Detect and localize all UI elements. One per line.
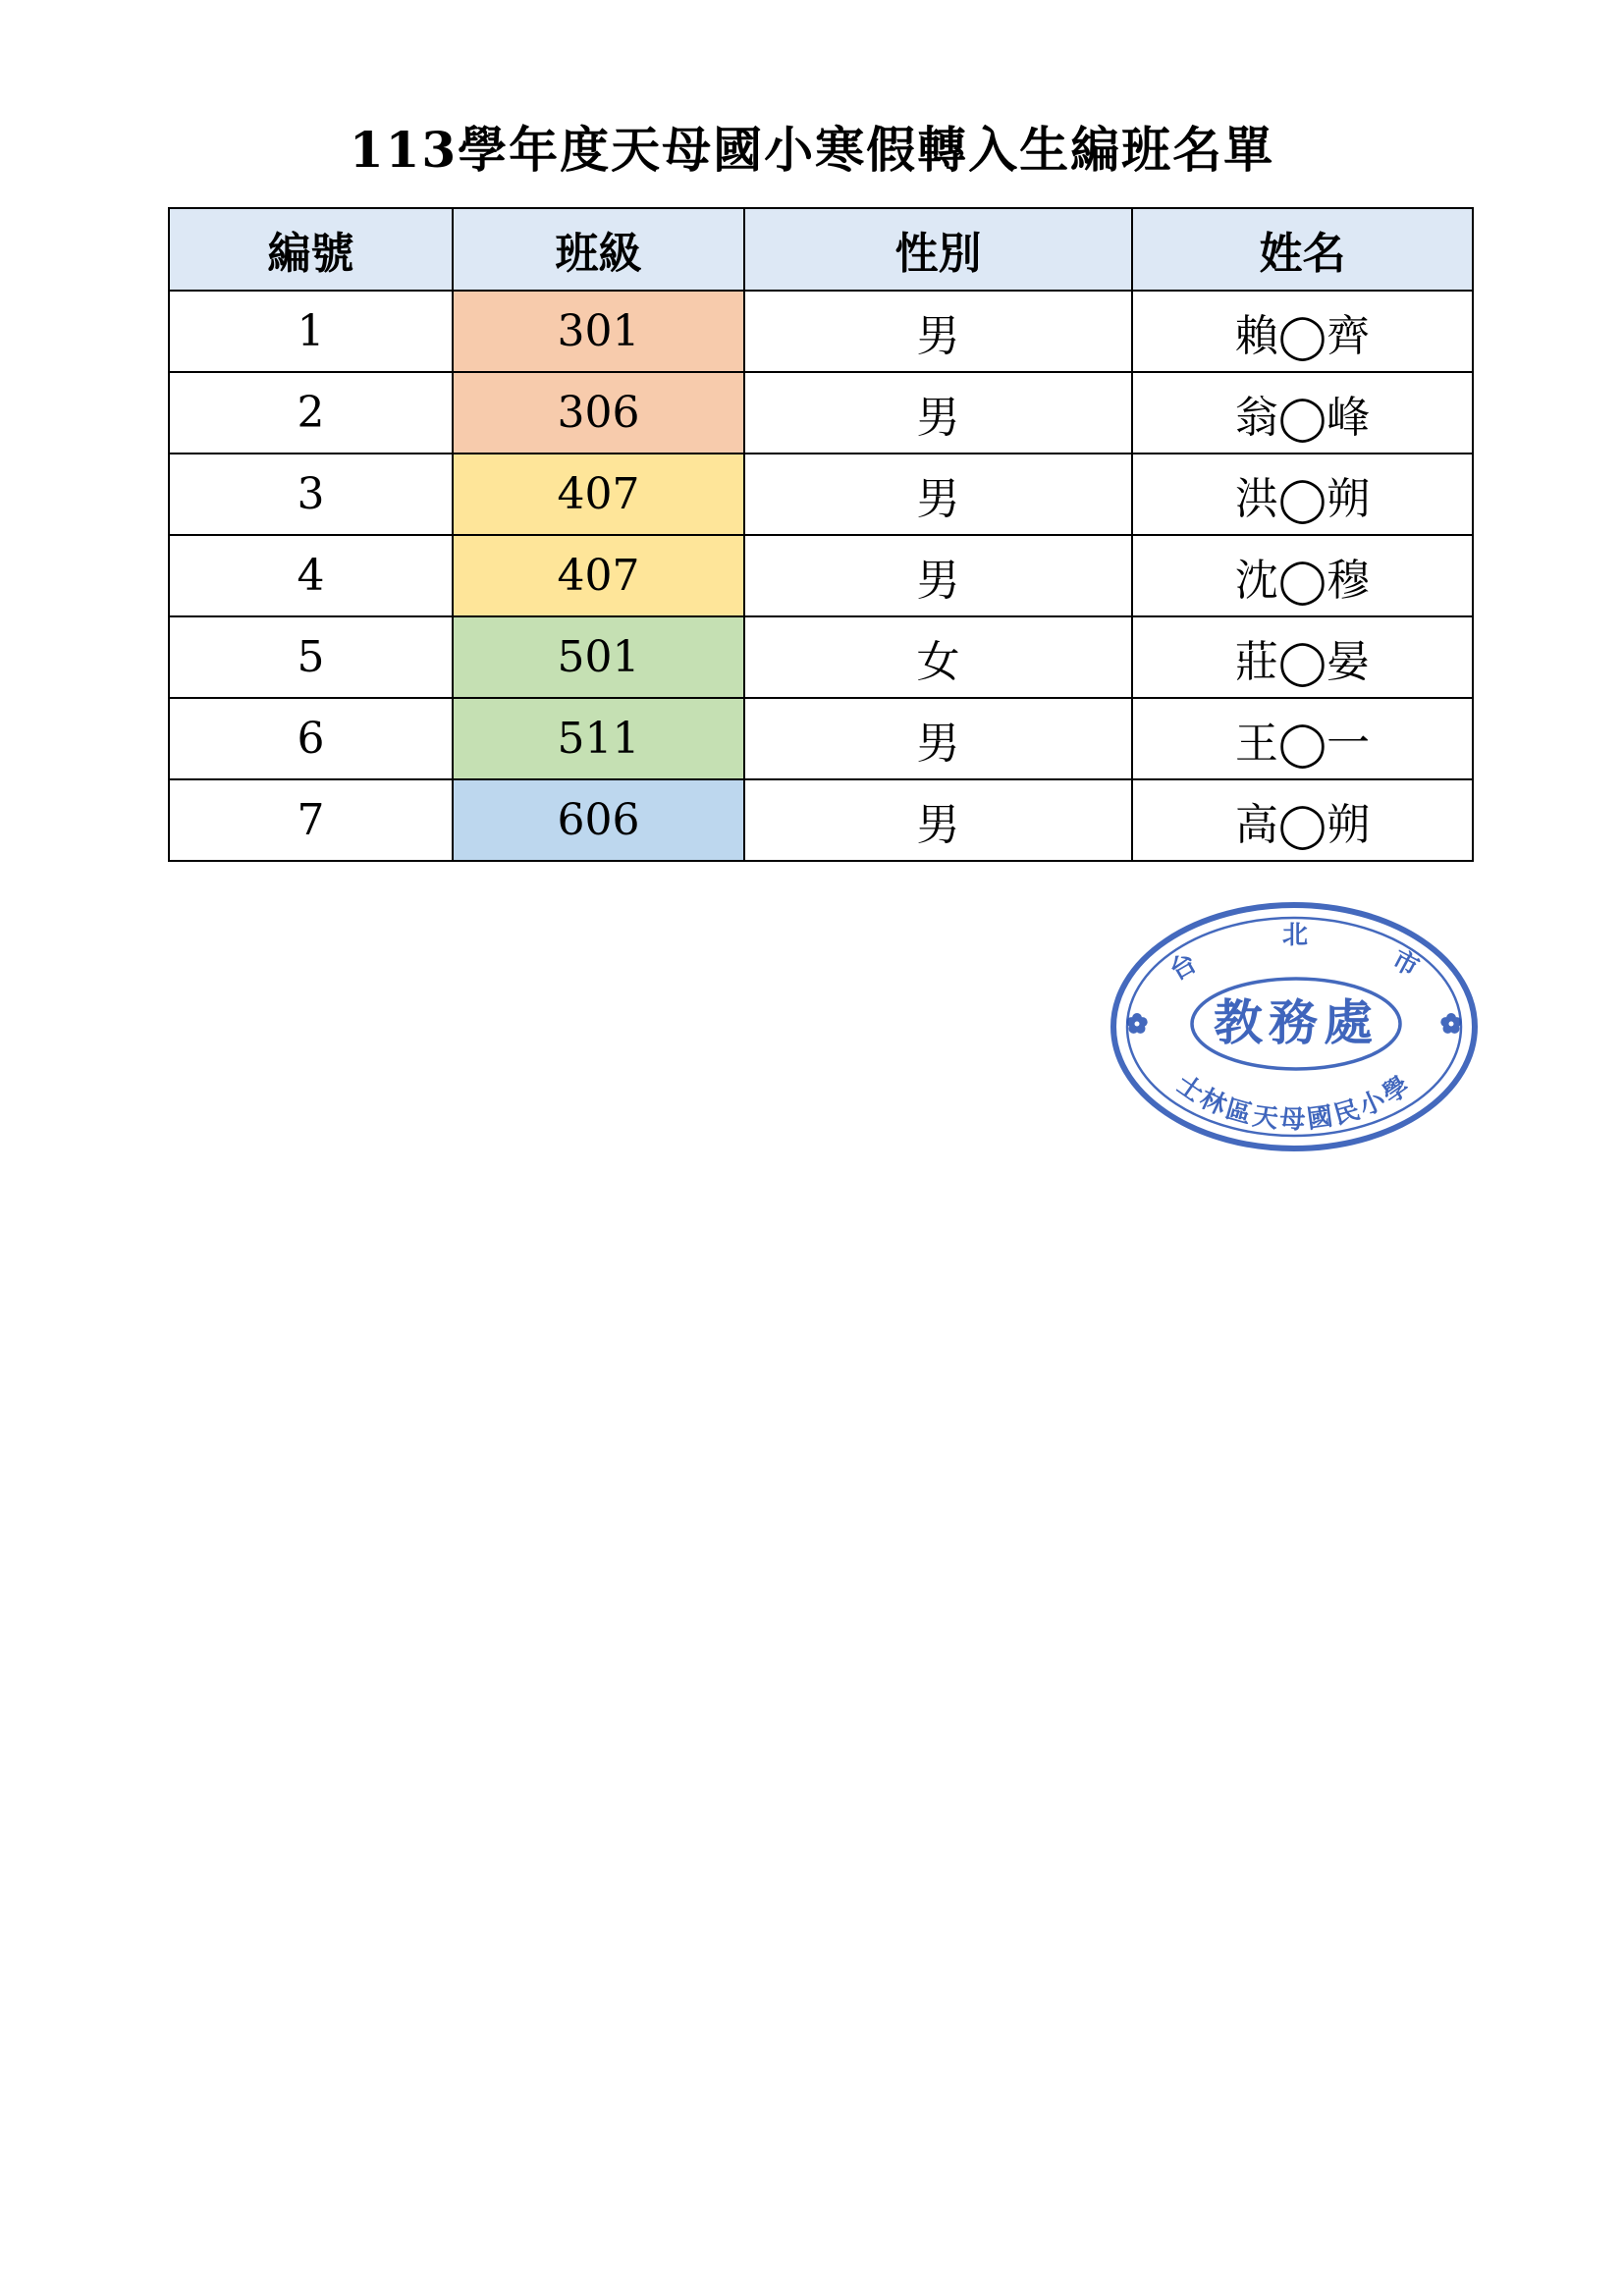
stamp-top-char: 台	[1164, 948, 1203, 988]
header-number: 編號	[169, 208, 453, 291]
row-name: 翁◯峰	[1132, 372, 1473, 454]
row-number: 1	[169, 291, 453, 372]
row-class: 407	[453, 535, 744, 616]
row-number: 7	[169, 779, 453, 861]
row-number: 2	[169, 372, 453, 454]
row-number: 5	[169, 616, 453, 698]
table-row	[169, 454, 1473, 535]
row-name: 莊◯晏	[1132, 616, 1473, 698]
table-row	[169, 372, 1473, 454]
plum-blossom-icon	[1440, 1013, 1461, 1034]
table-row	[169, 535, 1473, 616]
plum-blossom-icon	[1126, 1013, 1147, 1034]
row-name: 賴◯齊	[1132, 291, 1473, 372]
row-gender: 男	[744, 535, 1132, 616]
row-class: 301	[453, 291, 744, 372]
row-name: 王◯一	[1132, 698, 1473, 779]
table-row	[169, 779, 1473, 861]
row-name: 洪◯朔	[1132, 454, 1473, 535]
row-number: 4	[169, 535, 453, 616]
stamp-top-char: 市	[1386, 944, 1424, 984]
row-number: 6	[169, 698, 453, 779]
row-gender: 男	[744, 291, 1132, 372]
header-gender: 性別	[744, 208, 1132, 291]
stamp-bottom-text: 士林區天母國民小學	[1170, 1069, 1418, 1135]
row-number: 3	[169, 454, 453, 535]
table-row	[169, 698, 1473, 779]
stamp-center-text: 教務處	[1214, 993, 1379, 1051]
row-class: 306	[453, 372, 744, 454]
row-name: 沈◯穆	[1132, 535, 1473, 616]
row-gender: 男	[744, 779, 1132, 861]
row-name: 高◯朔	[1132, 779, 1473, 861]
row-gender: 男	[744, 698, 1132, 779]
row-gender: 男	[744, 372, 1132, 454]
row-gender: 男	[744, 454, 1132, 535]
row-class: 606	[453, 779, 744, 861]
row-class: 407	[453, 454, 744, 535]
row-gender: 女	[744, 616, 1132, 698]
table-header-row	[169, 208, 1473, 291]
row-class: 501	[453, 616, 744, 698]
header-class: 班級	[453, 208, 744, 291]
school-office-stamp	[1108, 900, 1481, 1153]
stamp-top-char: 北	[1282, 921, 1309, 950]
table-row	[169, 291, 1473, 372]
row-class: 511	[453, 698, 744, 779]
roster-table	[168, 207, 1474, 862]
table-row	[169, 616, 1473, 698]
page-title: 113學年度天母國小寒假轉入生編班名單	[349, 121, 1275, 179]
header-name: 姓名	[1132, 208, 1473, 291]
